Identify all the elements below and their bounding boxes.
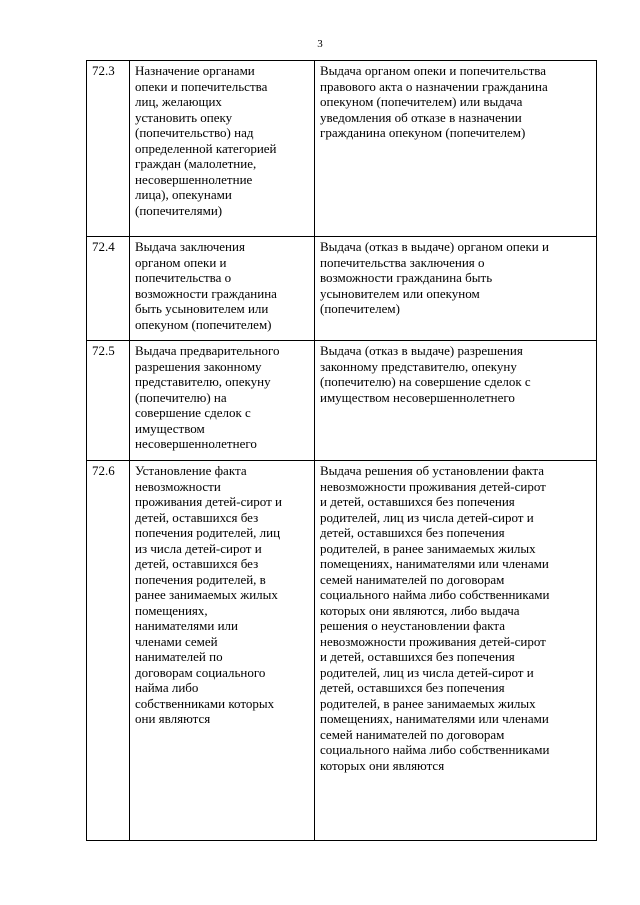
row-number-cell: 72.6 (87, 461, 130, 841)
services-table (86, 60, 597, 841)
table-row (87, 237, 597, 341)
table-row (87, 61, 597, 237)
table-row (87, 341, 597, 461)
service-name-cell: Выдача заключения органом опеки и попечительства о возможности гражданина быть усыновителем или опекуном (попечителем) (130, 237, 315, 341)
service-result-cell: Выдача (отказ в выдаче) органом опеки и попечительства заключения о возможности гражданина быть усыновителем или опекуном (попечителем) (315, 237, 597, 341)
row-number-cell: 72.5 (87, 341, 130, 461)
service-result-cell: Выдача (отказ в выдаче) разрешения законному представителю, опекуну (попечителю) на совершение сделок с имуществом несовершеннолетнего (315, 341, 597, 461)
service-name-cell: Назначение органами опеки и попечительства лиц, желающих установить опеку (попечительство) над определенной категорией граждан (малолетние, несовершеннолетние лица), опекунами (попечителями) (130, 61, 315, 237)
row-number-cell: 72.3 (87, 61, 130, 237)
page-number: 3 (317, 38, 323, 50)
service-result-cell: Выдача решения об установлении факта невозможности проживания детей-сирот и детей, оставшихся без попечения родителей, лиц из числа детей-сирот и детей, оставшихся без попечения родителей, в ранее занимаемых жилых помещениях, нанимателями или членами семей нанимателей по договорам социального найма либо собственниками которых они являются, либо выдача решения о неустановлении факта невозможности проживания детей-сирот и детей, оставшихся без попечения родителей, лиц из числа детей-сирот и детей, оставшихся без попечения родителей, в ранее занимаемых жилых помещениях, нанимателями или членами семей нанимателей по договорам социального найма либо собственниками которых они являются (315, 461, 597, 841)
service-result-cell: Выдача органом опеки и попечительства правового акта о назначении гражданина опекуном (попечителем) или выдача уведомления об отказе в назначении гражданина опекуном (попечителем) (315, 61, 597, 237)
service-name-cell: Установление факта невозможности проживания детей-сирот и детей, оставшихся без попечения родителей, лиц из числа детей-сирот и детей, оставшихся без попечения родителей, в ранее занимаемых жилых помещениях, нанимателями или членами семей нанимателей по договорам социального найма либо собственниками которых они являются (130, 461, 315, 841)
service-name-cell: Выдача предварительного разрешения законному представителю, опекуну (попечителю) на совершение сделок с имуществом несовершеннолетнего (130, 341, 315, 461)
table-row (87, 461, 597, 841)
row-number-cell: 72.4 (87, 237, 130, 341)
